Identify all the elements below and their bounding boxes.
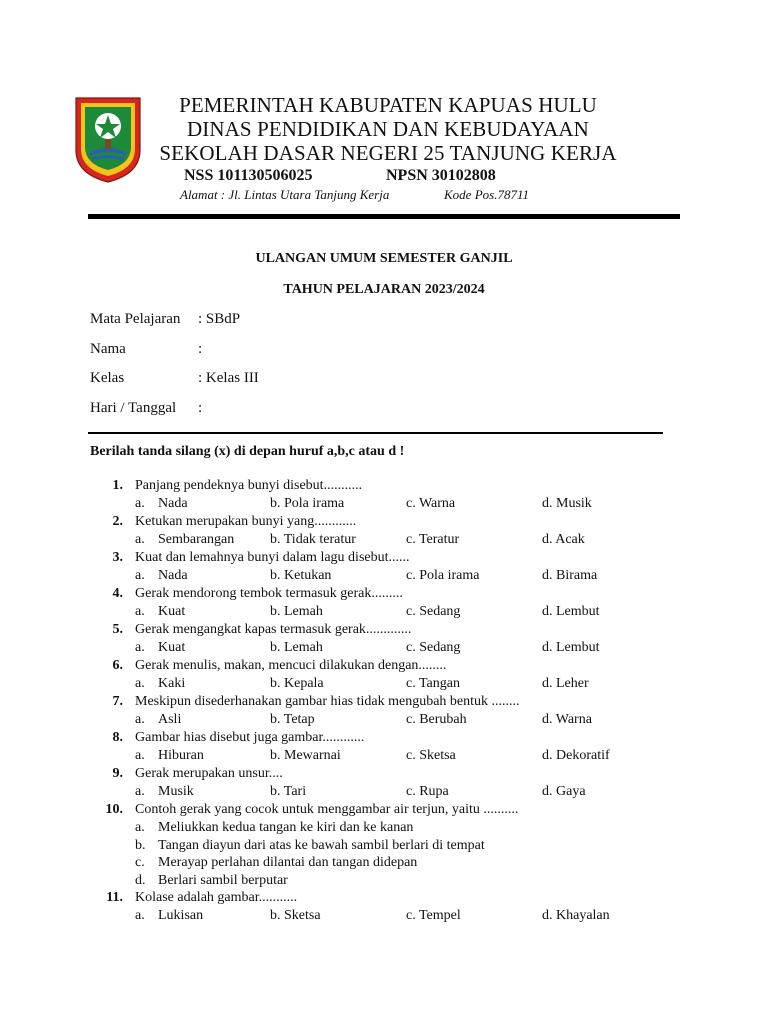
identity-value: : (198, 400, 203, 416)
option-b: b. Tetap (270, 712, 315, 727)
option-a: a. Kaki (135, 676, 186, 691)
question-text: Gerak mendorong tembok termasuk gerak......... (135, 586, 403, 601)
question-item (88, 889, 708, 925)
question-text: Gerak mengangkat kapas termasuk gerak............. (135, 622, 412, 637)
school-address-row (180, 187, 529, 203)
question-text: Gambar hias disebut juga gambar............ (135, 730, 365, 745)
school-address: Alamat : Jl. Lintas Utara Tanjung Kerja (180, 187, 390, 202)
question-number: 9. (112, 766, 123, 781)
option-d: d. Khayalan (542, 908, 610, 923)
question-number: 5. (112, 622, 123, 637)
option-c: c. Sedang (406, 640, 461, 655)
identity-subject (90, 311, 241, 328)
question-number: 11. (106, 890, 123, 905)
instruction-text: Berilah tanda silang (x) di depan huruf a,b,c atau d ! (90, 444, 405, 459)
option-b: b. Mewarnai (270, 748, 341, 763)
question-list (88, 477, 708, 925)
identity-label: Nama (90, 341, 126, 357)
question-item (88, 621, 708, 657)
header-divider (88, 214, 680, 219)
option-c: c. Berubah (406, 712, 467, 727)
option-a: a. Hiburan (135, 748, 204, 763)
question-text: Kuat dan lemahnya bunyi dalam lagu disebut...... (135, 550, 410, 565)
option-b: b. Sketsa (270, 908, 321, 923)
option-a: a. Kuat (135, 640, 186, 655)
identity-label: Kelas (90, 370, 125, 386)
option-c: c. Warna (406, 496, 456, 511)
postal-code: Kode Pos.78711 (444, 187, 529, 202)
option-a: a. Nada (135, 568, 188, 583)
identity-value: : Kelas III (198, 370, 259, 386)
option-b: b. Ketukan (270, 568, 332, 583)
question-text: Kolase adalah gambar........... (135, 890, 298, 905)
question-text: Ketukan merupakan bunyi yang............ (135, 514, 357, 529)
question-text: Meskipun disederhanakan gambar hias tidak mengubah bentuk ........ (135, 694, 520, 709)
option-c: c. Pola irama (406, 568, 480, 583)
question-text: Contoh gerak yang cocok untuk menggambar air terjun, yaitu .......... (135, 802, 519, 817)
question-text: Gerak menulis, makan, mencuci dilakukan dengan........ (135, 658, 447, 673)
nss-code: NSS 101130506025 (184, 167, 313, 184)
question-number: 6. (112, 658, 123, 673)
header-government: PEMERINTAH KABUPATEN KAPUAS HULU (179, 93, 597, 117)
question-number: 8. (112, 730, 123, 745)
option-d: d. Dekoratif (542, 748, 610, 763)
option-d: d. Leher (542, 676, 589, 691)
option-b: b. Lemah (270, 604, 323, 619)
identity-class (90, 370, 259, 387)
option-a: a. Sembarangan (135, 532, 235, 547)
question-item (88, 549, 708, 585)
option-d: d. Lembut (542, 640, 600, 655)
exam-title: ULANGAN UMUM SEMESTER GANJIL (255, 251, 513, 266)
academic-year: TAHUN PELAJARAN 2023/2024 (283, 282, 485, 297)
question-number: 4. (112, 586, 123, 601)
question-number: 7. (112, 694, 123, 709)
question-number: 2. (112, 514, 123, 529)
option-a: a. Musik (135, 784, 194, 799)
option-b: b. Tidak teratur (270, 532, 356, 547)
school-codes (184, 167, 496, 185)
question-item (88, 477, 708, 513)
question-item (88, 801, 708, 889)
question-item (88, 693, 708, 729)
option-a: a. Lukisan (135, 908, 204, 923)
question-text: Panjang pendeknya bunyi disebut........... (135, 478, 363, 493)
option-b: b. Pola irama (270, 496, 345, 511)
option-c: c. Sedang (406, 604, 461, 619)
option-d: d. Gaya (542, 784, 586, 799)
identity-date (90, 400, 203, 417)
option-d: d. Berlari sambil berputar (135, 872, 288, 888)
header-department: DINAS PENDIDIKAN DAN KEBUDAYAAN (187, 117, 589, 141)
npsn-code: NPSN 30102808 (386, 167, 496, 184)
option-c: c. Teratur (406, 532, 460, 547)
option-c: c. Merayap perlahan dilantai dan tangan didepan (135, 855, 418, 870)
option-d: d. Birama (542, 568, 598, 583)
identity-label: Mata Pelajaran (90, 311, 181, 327)
option-d: d. Lembut (542, 604, 600, 619)
question-number: 3. (112, 550, 123, 565)
option-d: d. Musik (542, 496, 592, 511)
option-a: a. Nada (135, 496, 188, 511)
option-b: b. Tangan diayun dari atas ke bawah sambil berlari di tempat (135, 837, 485, 853)
question-item (88, 513, 708, 549)
option-d: d. Acak (542, 532, 585, 547)
question-item (88, 729, 708, 765)
question-item (88, 585, 708, 621)
option-a: a. Meliukkan kedua tangan ke kiri dan ke kanan (135, 820, 414, 835)
option-c: c. Rupa (406, 784, 449, 799)
question-text: Gerak merupakan unsur.... (135, 766, 283, 781)
option-a: a. Asli (135, 712, 182, 727)
option-d: d. Warna (542, 712, 592, 727)
option-c: c. Tempel (406, 908, 461, 923)
identity-divider (88, 432, 663, 434)
question-item (88, 765, 708, 801)
identity-name (90, 341, 203, 358)
question-number: 10. (105, 802, 123, 817)
option-c: c. Tangan (406, 676, 460, 691)
option-c: c. Sketsa (406, 748, 456, 763)
identity-value: : SBdP (198, 311, 241, 327)
option-b: b. Lemah (270, 640, 323, 655)
question-number: 1. (112, 478, 123, 493)
option-a: a. Kuat (135, 604, 186, 619)
identity-value: : (198, 341, 203, 357)
identity-label: Hari / Tanggal (90, 400, 177, 416)
option-b: b. Tari (270, 784, 307, 799)
option-b: b. Kepala (270, 676, 324, 691)
question-item (88, 657, 708, 693)
header-school: SEKOLAH DASAR NEGERI 25 TANJUNG KERJA (159, 141, 617, 165)
